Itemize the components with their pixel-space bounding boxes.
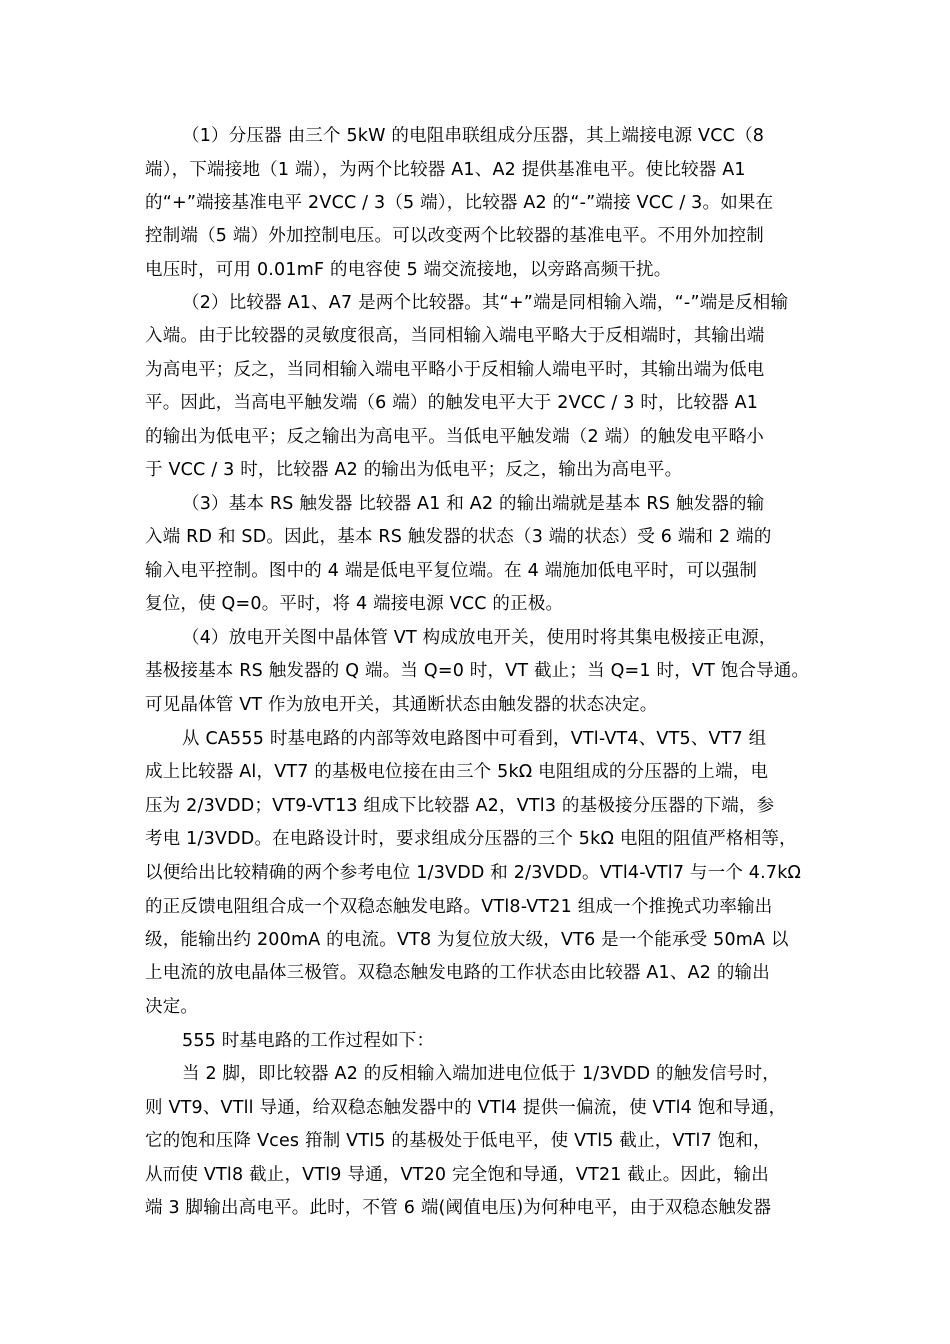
text-line: 它的饱和压降 Vces 箝制 VTl5 的基极处于低电平，使 VTl5 截止，VTl7 饱和， <box>145 1131 771 1151</box>
text-line: 输入电平控制。图中的 4 端是低电平复位端。在 4 端施加低电平时，可以强制 <box>145 561 758 581</box>
text-line: 级，能输出约 200mA 的电流。VT8 为复位放大级，VT6 是一个能承受 50mA 以 <box>145 930 789 950</box>
text-line: （1）分压器 由三个 5kW 的电阻串联组成分压器，其上端接电源 VCC（8 <box>182 126 765 146</box>
text-line: 的输出为低电平；反之输出为高电平。当低电平触发端（2 端）的触发电平略小 <box>145 427 764 447</box>
text-line: 入端。由于比较器的灵敏度很高，当同相输入端电平略大于反相端时，其输出端 <box>145 326 765 346</box>
text-line: 考电 1/3VDD。在电路设计时，要求组成分压器的三个 5kΩ 电阻的阻值严格相等， <box>145 829 797 849</box>
text-line: 成上比较器 Al，VT7 的基极电位接在由三个 5kΩ 电阻组成的分压器的上端，电 <box>145 762 769 782</box>
text-line: 端），下端接地（1 端），为两个比较器 A1、A2 提供基准电平。使比较器 A1 <box>145 160 746 180</box>
text-line: 上电流的放电晶体三极管。双稳态触发电路的工作状态由比较器 A1、A2 的输出 <box>145 963 770 983</box>
text-line: 则 VT9、VTll 导通，给双稳态触发器中的 VTl4 提供一偏流，使 VTl4 饱和导通， <box>145 1098 787 1118</box>
text-line: （2）比较器 A1、A7 是两个比较器。其“+”端是同相输入端，“-”端是反相输 <box>182 293 789 313</box>
text-line: 从 CA555 时基电路的内部等效电路图中可看到，VTl-VT4、VT5、VT7 组 <box>182 729 767 749</box>
text-line: 决定。 <box>145 997 199 1017</box>
text-line: 复位，使 Q=0。平时，将 4 端接电源 VCC 的正极。 <box>145 594 564 614</box>
text-line: 555 时基电路的工作过程如下： <box>182 1031 435 1051</box>
text-line: 可见晶体管 VT 作为放电开关，其通断状态由触发器的状态决定。 <box>145 695 658 715</box>
text-line: 的“+”端接基准电平 2VCC / 3（5 端），比较器 A2 的“-”端接 VCC / 3。如果在 <box>145 193 774 213</box>
text-line: 的正反馈电阻组合成一个双稳态触发电路。VTl8-VT21 组成一个推挽式功率输出 <box>145 897 773 917</box>
text-line: 以便给出比较精确的两个参考电位 1/3VDD 和 2/3VDD。VTl4-VTl7 与一个 4.7kΩ <box>145 863 802 883</box>
text-line: （4）放电开关图中晶体管 VT 构成放电开关，使用时将其集电极接正电源， <box>182 628 777 648</box>
text-line: 入端 RD 和 SD。因此，基本 RS 触发器的状态（3 端的状态）受 6 端和 2 端的 <box>145 527 772 547</box>
text-line: 平。因此，当高电平触发端（6 端）的触发电平大于 2VCC / 3 时，比较器 A1 <box>145 393 759 413</box>
text-line: 基极接基本 RS 触发器的 Q 端。当 Q=0 时，VT 截止；当 Q=1 时，VT 饱合导通。 <box>145 661 810 681</box>
text-line: 为高电平；反之，当同相输入端电平略小于反相输人端电平时，其输出端为低电 <box>145 360 765 380</box>
text-line: 端 3 脚输出高电平。此时，不管 6 端(阈值电压)为何种电平，由于双稳态触发器 <box>145 1198 772 1218</box>
text-line: （3）基本 RS 触发器 比较器 A1 和 A2 的输出端就是基本 RS 触发器的输 <box>182 494 765 514</box>
text-line: 从而使 VTl8 截止，VTl9 导通，VT20 完全饱和导通，VT21 截止。因此，输出 <box>145 1165 769 1185</box>
text-line: 于 VCC / 3 时，比较器 A2 的输出为低电平；反之，输出为高电平。 <box>145 460 683 480</box>
text-line: 控制端（5 端）外加控制电压。可以改变两个比较器的基准电平。不用外加控制 <box>145 226 764 246</box>
text-line: 压为 2/3VDD；VT9-VT13 组成下比较器 A2，VTl3 的基极接分压器的下端，参 <box>145 796 775 816</box>
text-line: 当 2 脚，即比较器 A2 的反相输入端加进电位低于 1/3VDD 的触发信号时， <box>182 1064 780 1084</box>
text-line: 电压时，可用 0.01mF 的电容使 5 端交流接地，以旁路高频干扰。 <box>145 260 672 280</box>
